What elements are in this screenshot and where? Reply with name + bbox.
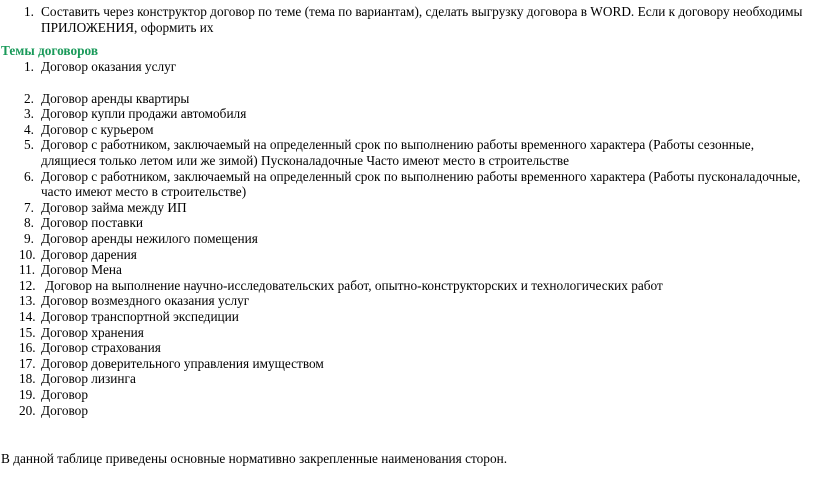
list-item-number: 7. bbox=[24, 200, 34, 215]
list-item: Договор дарения bbox=[41, 247, 137, 262]
list-item: Договор bbox=[41, 387, 88, 402]
list-item: Договор Мена bbox=[41, 262, 122, 277]
list-item-number: 8. bbox=[24, 215, 34, 230]
list-item-number: 11. bbox=[19, 262, 36, 277]
intro-line-1: Составить через конструктор договор по теме (тема по вариантам), сделать выгрузку договора в WORD. Если к договору необходимы bbox=[41, 4, 803, 19]
list-item-number: 9. bbox=[24, 231, 34, 246]
list-item: Договор хранения bbox=[41, 325, 144, 340]
list-item-number: 17. bbox=[19, 356, 36, 371]
list-item: Договор аренды квартиры bbox=[41, 91, 190, 106]
list-item: Договор купли продажи автомобиля bbox=[41, 106, 247, 121]
list-item-continuation: часто имеют место в строительстве) bbox=[41, 184, 247, 199]
list-item-number: 15. bbox=[19, 325, 36, 340]
list-item: Договор доверительного управления имуществом bbox=[41, 356, 324, 371]
list-item: Договор аренды нежилого помещения bbox=[41, 231, 258, 246]
intro-line-2: ПРИЛОЖЕНИЯ, оформить их bbox=[41, 20, 214, 35]
list-item-number: 2. bbox=[24, 91, 34, 106]
footer-paragraph: В данной таблице приведены основные нормативно закрепленные наименования сторон. bbox=[1, 451, 508, 466]
list-item: Договор с работником, заключаемый на определенный срок по выполнению работы временного характера (Работы пусконаладочные, bbox=[41, 169, 801, 184]
list-item-number: 18. bbox=[19, 371, 36, 386]
list-item-number: 20. bbox=[19, 403, 36, 418]
list-item-number: 13. bbox=[19, 293, 36, 308]
list-item-number: 3. bbox=[24, 106, 34, 121]
list-item-number: 1. bbox=[24, 59, 34, 74]
list-item-number: 5. bbox=[24, 137, 34, 152]
list-item-continuation: длящиеся только летом или же зимой) Пусконаладочные Часто имеют место в строительстве bbox=[41, 153, 569, 168]
list-item: Договор на выполнение научно-исследовательских работ, опытно-конструкторских и технологических работ bbox=[45, 278, 663, 293]
intro-number: 1. bbox=[24, 4, 34, 19]
list-item: Договор лизинга bbox=[41, 371, 136, 386]
list-item-number: 6. bbox=[24, 169, 34, 184]
list-item: Договор страхования bbox=[41, 340, 161, 355]
list-item-number: 10. bbox=[19, 247, 36, 262]
list-item: Договор bbox=[41, 403, 88, 418]
list-item-number: 19. bbox=[19, 387, 36, 402]
list-item-number: 4. bbox=[24, 122, 34, 137]
list-item: Договор с работником, заключаемый на определенный срок по выполнению работы временного характера (Работы сезонные, bbox=[41, 137, 755, 152]
list-item-number: 12. bbox=[19, 278, 36, 293]
list-item: Договор с курьером bbox=[41, 122, 154, 137]
list-item: Договор поставки bbox=[41, 215, 144, 230]
list-item-number: 14. bbox=[19, 309, 36, 324]
list-item-number: 16. bbox=[19, 340, 36, 355]
list-item: Договор транспортной экспедиции bbox=[41, 309, 239, 324]
list-item: Договор оказания услуг bbox=[41, 59, 177, 74]
list-item: Договор возмездного оказания услуг bbox=[41, 293, 250, 308]
section-heading: Темы договоров bbox=[1, 43, 99, 58]
list-item: Договор займа между ИП bbox=[41, 200, 187, 215]
